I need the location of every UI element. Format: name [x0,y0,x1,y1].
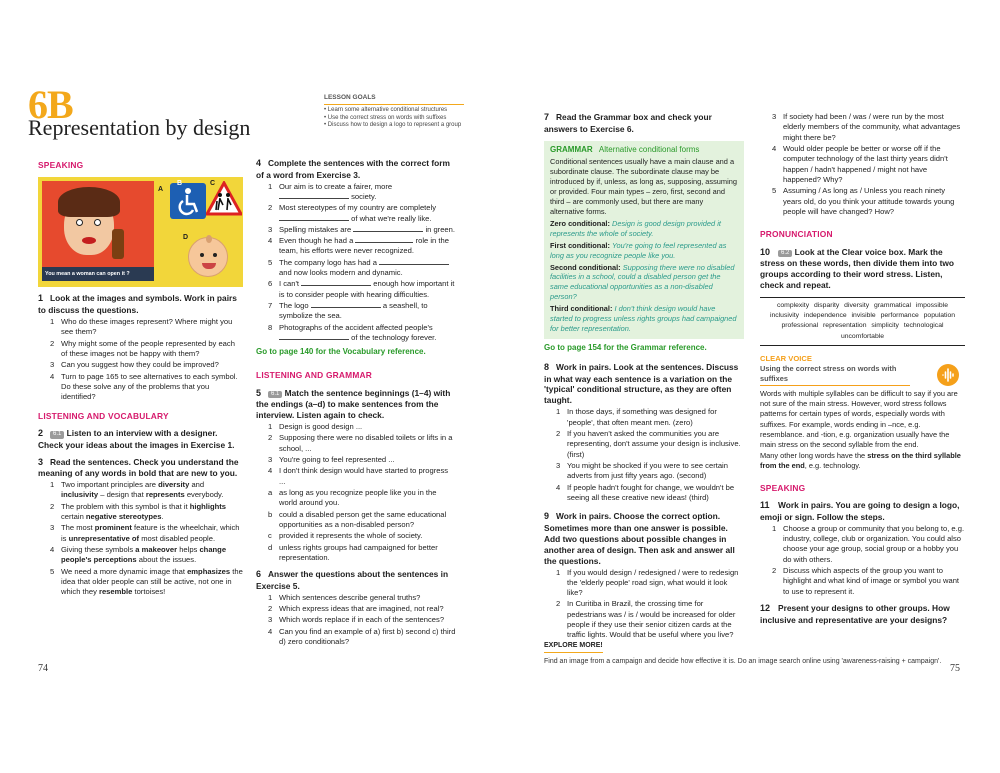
gap-fill-item: 7 The logo a seashell, to symbolize the sea. [268,301,428,321]
list-item: b could a disabled person get the same educational opportunities as a non-disabled person? [268,509,447,529]
gap-blank[interactable] [353,225,423,232]
baby-emoji-icon [188,237,228,277]
grammar-reference-link[interactable]: Go to page 154 for the Grammar reference. [544,343,707,352]
grammar-title: Alternative conditional forms [598,144,700,154]
list-item: 1 Design is good design ... [268,422,363,432]
list-item: 2 Which express ideas that are imagined, not real? [268,604,444,614]
exercise-2: 2 6.1 Listen to an interview with a designer. Check your ideas about the images in Exercise 1. [38,427,235,450]
grammar-box: GRAMMAR Alternative conditional forms Conditional sentences usually have a main clause and a subordinate clause. The subordinate clause may be introduced by if, unless, as long as, supposing, assuming or provided. Four main types – zero, first, second and third – are commonly used, but there are many alternative forms. Zero conditional: Design is good design provided it represents the whole of society. First conditional: You're going to feel represented as long as you recognize people like you. Second conditional: Supposing there were no disabled facilities in a school, could a disabled person get the same educational opportunities as a non-disabled person? Third conditional: I don't think design would have started to progress unless rights groups had campaigned for better representation. [544,141,744,339]
list-item: 1 If you would design / redesigned / were to redesign the 'elderly people' road sign, what would it look like? [556,567,739,598]
list-item: 2 If you haven't asked the communities you are representing, don't assume your design is inclusive. (first) [556,428,741,459]
label-d: D [183,234,189,242]
list-item: 2 In Curitiba in Brazil, the crossing time for pedestrians was / is / would be increased for older people if they use their senior citizen cards at the traffic lights. Would that be useful where you live? [556,599,736,640]
list-item: 5 We need a more dynamic image that emphasizes the idea that older people can still be active, not one in which they resemble tortoises! [50,566,243,597]
exercise-8: 8 Work in pairs. Look at the sentences. Discuss in what way each sentence is a variation on the 'typical' conditional structure, as they are often taught. [544,361,739,406]
word-box: complexity disparity diversity grammatical impossible inclusivity independence invisible performance population professional representation simplicity technological uncomfortable [769,302,956,340]
lesson-goals [324,94,464,130]
label-a: A [158,186,164,194]
gap-fill-item: 2 Most stereotypes of my country are completely of what we're really like. [268,203,436,223]
explore-more-text: Find an image from a campaign and decide how effective it is. Do an image search online using 'awareness-raising + campaign'. [544,657,942,665]
gap-blank[interactable] [279,333,349,340]
explore-more-heading: EXPLORE MORE! [544,641,603,653]
label-b: B [177,180,183,188]
page-number-right: 75 [950,663,960,674]
exercise-12: 12 Present your designs to other groups. How inclusive and representative are your designs? [760,603,950,625]
unit-number: 6B [28,82,73,127]
goal-item: • Discuss how to design a logo to represent a group [324,122,462,129]
gap-blank[interactable] [301,279,371,286]
listening-vocab-heading: LISTENING AND VOCABULARY [38,410,169,421]
right-page-column-2 [760,112,965,626]
exercise-3: 3 Read the sentences. Check you understand the meaning of any words in bold that are new to you. [38,456,239,479]
listening-grammar-heading: LISTENING AND GRAMMAR [256,370,373,381]
list-item: 3 The most prominent feature is the wheelchair, which is unrepresentative of most disabled people. [50,523,240,543]
sound-wave-icon [937,364,959,386]
list-item: 4 Can you find an example of a) first b) second c) third d) zero conditionals? [268,626,456,647]
list-item: 3 You might be shocked if you were to see certain adverts from just fifty years ago. (second) [556,460,728,481]
exercise-1: 1 Look at the images and symbols. Work in pairs to discuss the questions. [38,293,237,316]
grammar-label: GRAMMAR [550,144,593,154]
symbols-image [38,177,243,287]
clear-voice-subheading: Using the correct stress on words with suffixes [760,364,910,386]
list-item: 5 Assuming / As long as / Unless you reach ninety years old, do you think your attitude towards young people will have changed? How? [772,186,955,216]
gap-blank[interactable] [279,192,349,199]
gap-fill-item: 8 Photographs of the accident affected people's of the technology forever. [268,322,437,342]
wheelchair-symbol-icon [170,183,206,219]
list-item: 2 Why might some of the people represented by each of these images not be happy with them? [50,338,235,358]
list-item: 4 Giving these symbols a makeover helps change people's perceptions about the issues. [50,545,227,565]
right-page-column-1 [544,112,744,641]
gap-fill-item: 1 Our aim is to create a fairer, more society. [268,181,393,201]
list-item: 4 Turn to page 165 to see alternatives to each symbol. Do these solve any of the problems that you identified? [50,371,238,402]
gap-fill-item: 3 Spelling mistakes are in green. [268,224,455,234]
list-item: 3 Can you suggest how they could be improved? [50,360,219,370]
gap-fill-item: 6 I can't enough how important it is to consider people with hearing difficulties. [268,279,455,299]
list-item: 1 Who do these images represent? Where might you see them? [50,317,233,337]
list-item: 2 The problem with this symbol is that it highlights certain negative stereotypes. [50,501,227,522]
goal-item: • Use the correct stress on words with suffixes [324,114,447,121]
vocabulary-reference-link[interactable]: Go to page 140 for the Vocabulary reference. [256,347,426,357]
explore-more [544,640,964,666]
clear-voice-text: Words with multiple syllables can be difficult to say if you are not sure of the main stress. However, word stress follows patterns for certain types of words, especially words with suffixes. For example, words ending in –nce, e.g. resemblance. and -tion, e.g. organization usually have the main stress on the second syllable from the end. [760,389,958,449]
exercise-6: 6 Answer the questions about the sentences in Exercise 5. [256,569,449,591]
list-item: 4 I don't think design would have started to progress ... [268,466,449,486]
exercise-7: 7 Read the Grammar box and check your answers to Exercise 6. [544,112,712,134]
clear-voice-text-2: Many other long words have the stress on the third syllable from the end, e.g. technology. [760,450,961,470]
label-c: C [210,180,216,188]
divider [760,345,965,346]
list-item: 1 In those days, if something was designed for 'people', that often meant men. (zero) [556,407,717,427]
list-item: 1 Two important principles are diversity and inclusivity – design that represents everybody. [50,480,224,500]
list-item: a as long as you recognize people like you in the world around you. [268,488,437,508]
unit-title: Representation by design [28,115,251,140]
audio-track-icon[interactable]: 6.1 [50,431,64,439]
unit-header [28,82,328,140]
list-item: 1 Which sentences describe general truths? [268,592,421,602]
list-item: 2 Discuss which aspects of the group you want to highlight and what kind of image or symbol you want to use to represent it. [772,566,960,596]
lesson-goals-heading: LESSON GOALS [324,94,464,105]
gap-fill-item: 5 The company logo has had a and now looks modern and dynamic. [256,258,456,279]
clear-voice-box [760,354,965,471]
list-item: c provided it represents the whole of society. [268,531,423,541]
list-item: 3 If society had been / was / were run by the most elderly members of the community, what advantages might there be? [772,112,961,142]
goal-item: • Learn some alternative conditional structures [324,106,448,113]
list-item: 4 If people hadn't fought for change, we wouldn't be seeing all these creative new ideas! (third) [556,482,735,502]
list-item: 2 Supposing there were no disabled toilets or lifts in a school, ... [268,433,453,453]
list-item: 3 Which words replace if in each of the sentences? [268,615,445,625]
speaking-heading: SPEAKING [38,160,84,170]
grammar-intro: Conditional sentences usually have a main clause and a subordinate clause. The subordinate clause may be introduced by if, unless, as long as, supposing, assuming or provided. Four main types – zero, first, second and third – are commonly used, but there are many alternative forms. [550,157,737,216]
pronunciation-heading: PRONUNCIATION [760,229,833,240]
exercise-4: 4 Complete the sentences with the correct form of a word from Exercise 3. [256,158,450,180]
exercise-5: 5 6.1 Match the sentence beginnings (1–4) with the endings (a–d) to make sentences from the interview. Listen again to check. [256,387,451,421]
ad-caption: You mean a woman can open it ? [45,271,130,278]
left-column [38,152,243,598]
page-number-left: 74 [38,663,48,674]
gap-blank[interactable] [379,258,449,265]
exercise-11: 11 Work in pairs. You are going to design a logo, emoji or sign. Follow the steps. [760,500,960,522]
list-item: 1 Choose a group or community that you belong to, e.g. industry, college, club or organization. You could also choose your age group, social group or a hobby you do with others. [772,523,965,564]
audio-track-icon[interactable]: 6.1 [268,391,282,399]
list-item: d unless rights groups had campaigned for better representation. [268,542,438,562]
clear-voice-heading: CLEAR VOICE [760,353,812,363]
list-item: 4 Would older people be better or worse off if the computer technology of the last thirty years didn't happen / hadn't happened / might not have happened? Why? [772,143,948,184]
middle-column [256,158,456,647]
gap-fill-item: 4 Even though he had a role in the team, his efforts were never recognized. [268,236,449,256]
gap-blank[interactable] [355,236,413,243]
vintage-ad-image [42,181,154,281]
speaking-heading-2: SPEAKING [760,482,806,493]
gap-blank[interactable] [311,301,381,308]
exercise-10: 10 6.2 Look at the Clear voice box. Mark the stress on these words, then divide them into two groups according to their word stress. Listen, check and repeat. [760,246,955,291]
gap-blank[interactable] [279,214,349,221]
exercise-9: 9 Work in pairs. Choose the correct option. Sometimes more than one answer is possible. Add two questions about possible changes in another area of design. Then ask and answer all the questions. [544,511,735,566]
list-item: 3 You're going to feel represented ... [268,455,395,465]
audio-track-icon[interactable]: 6.2 [778,250,792,258]
